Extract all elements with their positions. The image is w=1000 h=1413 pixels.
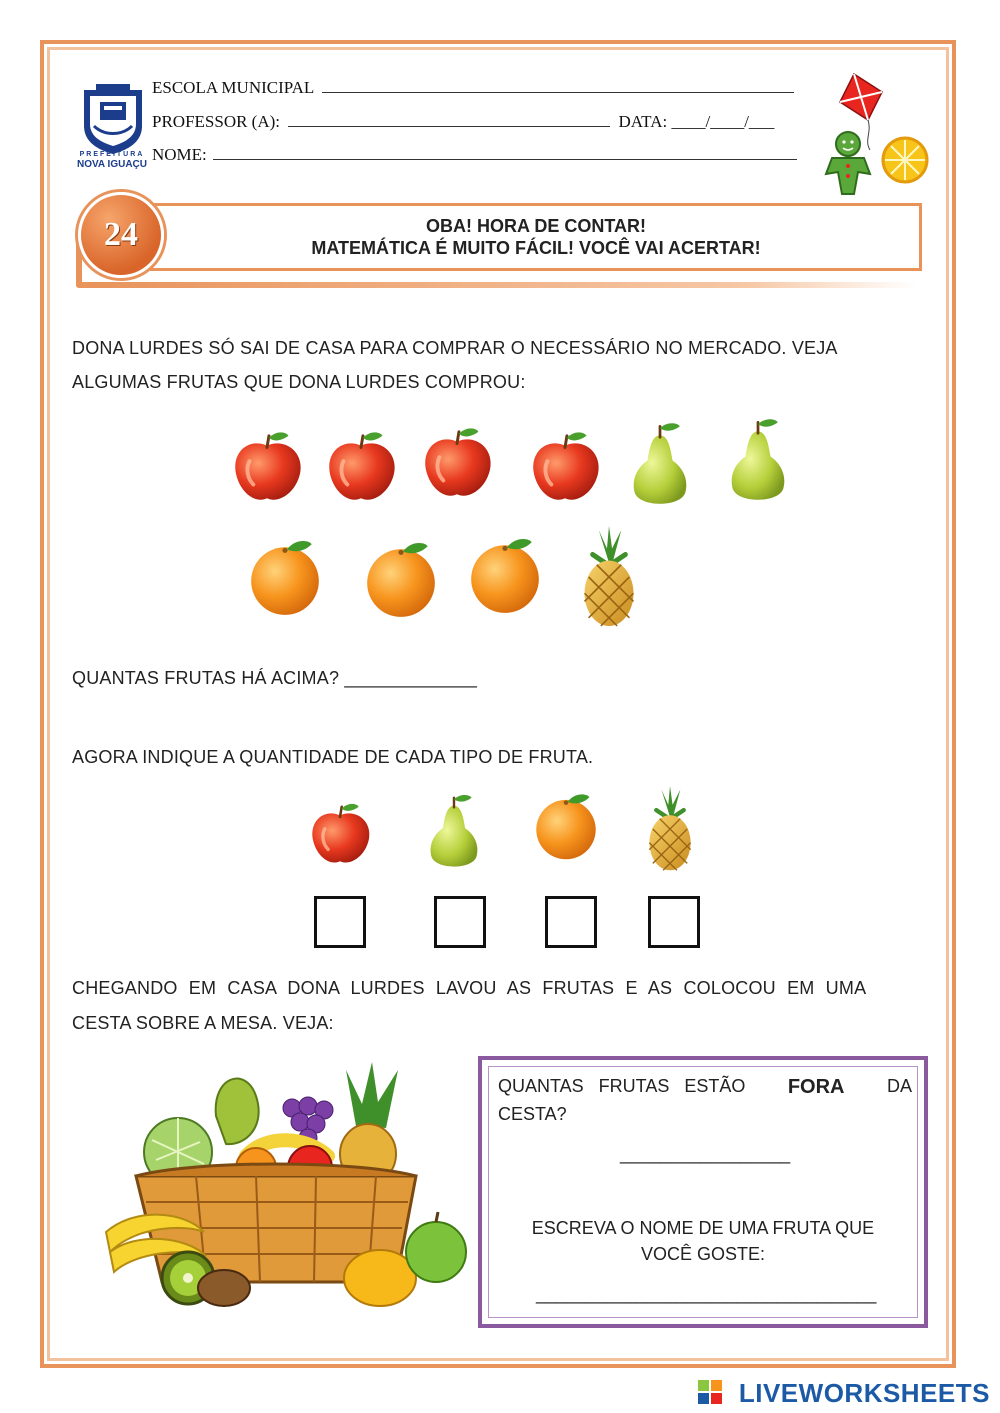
date-label: DATA: [618, 112, 668, 131]
panel-answer-2-field[interactable]: __________________________________ [536, 1284, 877, 1304]
panel-question-1-part2: DA [886, 1076, 912, 1096]
apple-count-box[interactable] [314, 896, 366, 948]
name-line [152, 145, 797, 165]
teacher-field[interactable] [288, 112, 610, 127]
intro-line-2: ALGUMAS FRUTAS QUE DONA LURDES COMPROU: [72, 372, 526, 392]
apple-icon [228, 428, 306, 506]
panel-question-1 [498, 1076, 912, 1099]
panel-question-1-line-2: CESTA? [498, 1104, 567, 1124]
question-panel [478, 1056, 928, 1328]
school-field[interactable] [322, 78, 794, 93]
teacher-label: PROFESSOR (A): [152, 112, 281, 131]
apple-icon [322, 428, 400, 506]
name-field[interactable] [213, 145, 797, 160]
intro-line-1: DONA LURDES SÓ SAI DE CASA PARA COMPRAR O NECESSÁRIO NO MERCADO. VEJA [72, 338, 838, 358]
pear-icon [624, 418, 696, 514]
logo-caption [72, 150, 152, 170]
school-line [152, 78, 794, 98]
panel-question-1-bold: FORA [787, 1076, 845, 1098]
panel-question-2-line-1: ESCREVA O NOME DE UMA FRUTA QUE [531, 1218, 875, 1238]
question-each-fruit: AGORA INDIQUE A QUANTIDADE DE CADA TIPO DE FRUTA. [72, 747, 594, 767]
kite-gingerbread-lemon-illustration [810, 70, 935, 200]
logo-caption-bottom: NOVA IGUAÇU [77, 159, 147, 170]
orange-icon [464, 534, 546, 616]
school-label: ESCOLA MUNICIPAL [152, 78, 314, 97]
apple-icon [306, 800, 374, 868]
liveworksheets-logo-icon [698, 1380, 722, 1404]
pear-icon [422, 792, 486, 874]
orange-icon [244, 536, 326, 618]
banner-line-1: OBA! HORA DE CONTAR! [426, 216, 646, 236]
teacher-line [152, 112, 774, 132]
panel-answer-1-field[interactable]: _________________ [620, 1144, 791, 1164]
logo-caption-top: PREFEITURA [79, 151, 145, 158]
date-field[interactable]: ____/____/___ [671, 112, 775, 131]
name-label: NOME: [152, 145, 207, 164]
pineapple-icon [576, 526, 642, 628]
basket-line-1: CHEGANDO EM CASA DONA LURDES LAVOU AS FRUTAS E AS COLOCOU EM UMA [72, 978, 867, 998]
pear-icon [722, 414, 794, 510]
panel-question-1-part1: QUANTAS FRUTAS ESTÃO [498, 1076, 746, 1096]
banner-title-box [150, 203, 922, 271]
question-total-fruits [72, 668, 477, 689]
orange-count-box[interactable] [545, 896, 597, 948]
pineapple-count-box[interactable] [648, 896, 700, 948]
question-total-answer-field[interactable]: _____________ [344, 668, 478, 688]
question-total-text: QUANTAS FRUTAS HÁ ACIMA? [72, 668, 340, 688]
pear-count-box[interactable] [434, 896, 486, 948]
orange-icon [530, 790, 602, 862]
liveworksheets-brand[interactable]: LIVEWORKSHEETS [738, 1378, 990, 1408]
panel-question-2-line-2: VOCÊ GOSTE: [640, 1244, 766, 1264]
apple-icon [526, 428, 604, 506]
fruit-basket-illustration [96, 1056, 472, 1312]
apple-icon [418, 424, 496, 502]
activity-number-badge: 24 [78, 192, 164, 278]
banner-underline [76, 282, 916, 288]
basket-line-2: CESTA SOBRE A MESA. VEJA: [72, 1013, 334, 1033]
orange-icon [360, 538, 442, 620]
pineapple-icon [642, 786, 698, 872]
banner-line-2: MATEMÁTICA É MUITO FÁCIL! VOCÊ VAI ACERTAR! [311, 238, 761, 258]
